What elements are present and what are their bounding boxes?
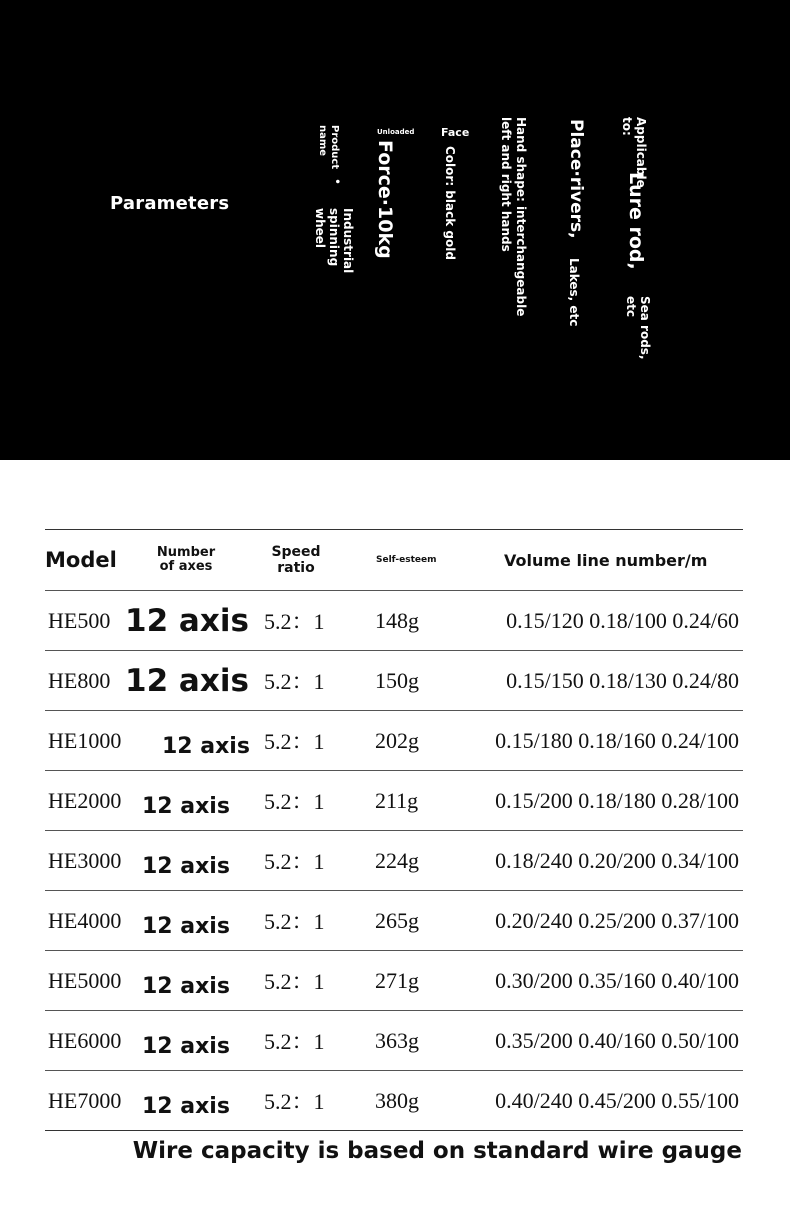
cell-axes: 12 axis	[125, 662, 249, 699]
place-value-a: Place·rivers,	[566, 119, 586, 239]
product-name-value: Industrial spinning wheel	[313, 208, 355, 274]
cell-speed: 5.2：1	[264, 969, 325, 994]
spec-table	[45, 529, 743, 1131]
banner-title: Parameters	[110, 193, 230, 214]
table-row	[45, 950, 743, 1010]
cell-speed: 5.2：1	[264, 909, 325, 934]
cell-capacity: 0.15/150 0.18/130 0.24/80	[506, 667, 739, 693]
table-row	[45, 770, 743, 830]
applicable-value: Lure rod,	[625, 172, 647, 270]
product-bullet: •	[330, 178, 344, 186]
parameters-banner	[0, 0, 790, 460]
header-volume: Volume line number/m	[504, 550, 708, 570]
cell-capacity: 0.18/240 0.20/200 0.34/100	[495, 847, 739, 873]
cell-capacity: 0.15/180 0.18/160 0.24/100	[495, 727, 739, 753]
hand-shape: Hand shape: interchangeable left and right hands	[499, 117, 528, 317]
cell-capacity: 0.30/200 0.35/160 0.40/100	[495, 967, 739, 993]
table-row	[45, 710, 743, 770]
cell-capacity: 0.40/240 0.45/200 0.55/100	[495, 1087, 739, 1113]
cell-speed: 5.2：1	[264, 1029, 325, 1054]
cell-weight: 148g	[375, 607, 419, 633]
force-value: Force·10kg	[374, 140, 396, 259]
header-speed: Speed ratio	[271, 544, 321, 576]
cell-weight: 150g	[375, 667, 419, 693]
cell-axes: 12 axis	[142, 854, 230, 879]
cell-model: HE4000	[48, 907, 122, 933]
cell-model: HE3000	[48, 847, 122, 873]
table-row	[45, 890, 743, 950]
cell-axes: 12 axis	[125, 602, 249, 639]
cell-axes: 12 axis	[142, 794, 230, 819]
table-row	[45, 830, 743, 890]
sea-rods: Sea rods, etc	[624, 296, 652, 360]
cell-model: HE2000	[48, 787, 122, 813]
place-value-b: Lakes, etc	[567, 258, 581, 327]
cell-speed: 5.2：1	[264, 729, 325, 754]
cell-speed: 5.2：1	[264, 849, 325, 874]
cell-capacity: 0.15/200 0.18/180 0.28/100	[495, 787, 739, 813]
table-row	[45, 590, 743, 650]
cell-axes: 12 axis	[142, 974, 230, 999]
color-value: Color: black gold	[443, 146, 457, 260]
cell-model: HE1000	[48, 727, 122, 753]
cell-model: HE500	[48, 607, 111, 633]
cell-capacity: 0.20/240 0.25/200 0.37/100	[495, 907, 739, 933]
cell-axes: 12 axis	[162, 734, 250, 759]
footnote: Wire capacity is based on standard wire gauge	[132, 1138, 742, 1164]
face-label: Face	[441, 126, 470, 139]
cell-model: HE7000	[48, 1087, 122, 1113]
table-row	[45, 650, 743, 710]
cell-model: HE5000	[48, 967, 122, 993]
header-self-esteem: Self-esteem	[376, 555, 437, 565]
cell-weight: 224g	[375, 847, 419, 873]
cell-weight: 211g	[375, 787, 419, 813]
cell-speed: 5.2：1	[264, 789, 325, 814]
applicable-label: Applicable to:	[620, 117, 648, 188]
cell-axes: 12 axis	[142, 1034, 230, 1059]
product-name-label: Product name	[317, 125, 340, 170]
cell-model: HE6000	[48, 1027, 122, 1053]
table-row	[45, 1010, 743, 1070]
unloaded-label: Unloaded	[377, 128, 415, 136]
cell-weight: 265g	[375, 907, 419, 933]
header-axes: Number of axes	[156, 545, 216, 574]
cell-speed: 5.2：1	[264, 1089, 325, 1114]
cell-weight: 202g	[375, 727, 419, 753]
cell-speed: 5.2：1	[264, 669, 325, 694]
cell-model: HE800	[48, 667, 111, 693]
cell-capacity: 0.35/200 0.40/160 0.50/100	[495, 1027, 739, 1053]
table-header-row	[45, 529, 743, 590]
cell-axes: 12 axis	[142, 1094, 230, 1119]
cell-speed: 5.2：1	[264, 609, 325, 634]
table-row	[45, 1070, 743, 1131]
cell-weight: 380g	[375, 1087, 419, 1113]
cell-weight: 271g	[375, 967, 419, 993]
cell-weight: 363g	[375, 1027, 419, 1053]
cell-axes: 12 axis	[142, 914, 230, 939]
cell-capacity: 0.15/120 0.18/100 0.24/60	[506, 607, 739, 633]
header-model: Model	[45, 548, 117, 572]
